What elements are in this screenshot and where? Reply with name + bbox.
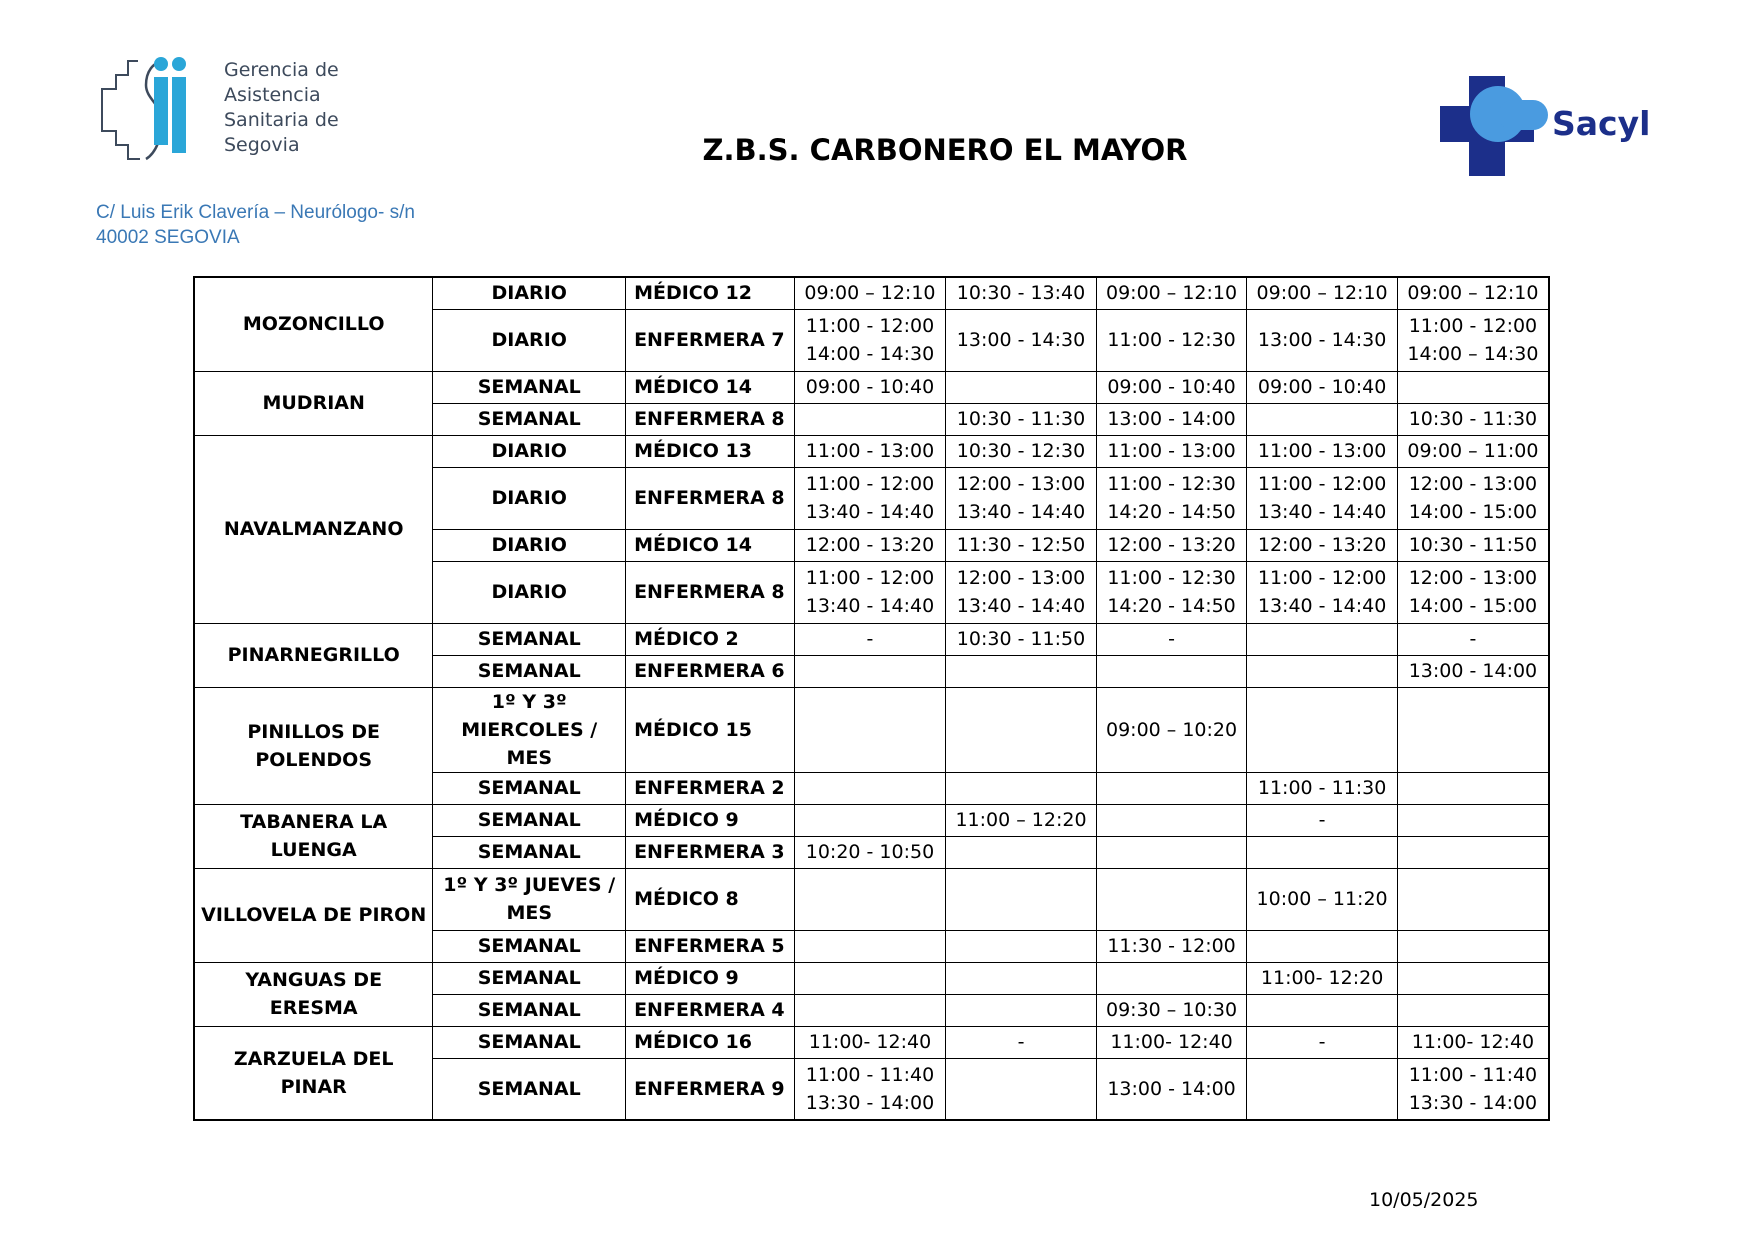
time-slot-cell: 12:00 - 13:20 [1096, 529, 1247, 561]
time-slot-cell: 11:00- 12:40 [1096, 1026, 1247, 1058]
time-slot-cell: 10:30 - 11:30 [1397, 403, 1549, 435]
time-slot-cell: 13:00 - 14:30 [946, 309, 1097, 371]
time-slot-cell: 11:00 - 12:00 13:40 - 14:40 [794, 561, 946, 623]
staff-cell: ENFERMERA 3 [626, 836, 795, 868]
frequency-cell: DIARIO [433, 467, 626, 529]
time-slot-cell [1397, 994, 1549, 1026]
time-slot-cell: 11:00- 12:40 [794, 1026, 946, 1058]
time-slot-cell: 11:00 - 12:30 14:20 - 14:50 [1096, 467, 1247, 529]
staff-cell: MÉDICO 9 [626, 804, 795, 836]
time-slot-cell [946, 655, 1097, 687]
time-slot-cell: 12:00 - 13:20 [1247, 529, 1398, 561]
staff-cell: ENFERMERA 9 [626, 1058, 795, 1120]
gerencia-name [224, 58, 339, 158]
time-slot-cell [1096, 962, 1247, 994]
time-slot-cell: 09:00 - 10:40 [1247, 371, 1398, 403]
town-cell: TABANERA LA LUENGA [194, 804, 433, 868]
time-slot-cell: 10:20 - 10:50 [794, 836, 946, 868]
table-row [194, 623, 1549, 655]
staff-cell: MÉDICO 9 [626, 962, 795, 994]
time-slot-cell: 12:00 - 13:20 [794, 529, 946, 561]
time-slot-cell: 09:00 – 12:10 [1247, 277, 1398, 309]
time-slot-cell [1096, 804, 1247, 836]
time-slot-cell [1247, 836, 1398, 868]
frequency-cell: DIARIO [433, 277, 626, 309]
table-row [194, 1026, 1549, 1058]
staff-cell: ENFERMERA 4 [626, 994, 795, 1026]
sacyl-logo [1440, 76, 1650, 181]
time-slot-cell [946, 836, 1097, 868]
schedule-table [193, 276, 1550, 1121]
time-slot-cell [1247, 655, 1398, 687]
time-slot-cell [1397, 930, 1549, 962]
table-row [194, 687, 1549, 772]
time-slot-cell [1096, 772, 1247, 804]
time-slot-cell: 12:00 - 13:00 14:00 - 15:00 [1397, 467, 1549, 529]
time-slot-cell: 09:00 – 12:10 [1096, 277, 1247, 309]
org-line: Segovia [224, 134, 300, 156]
org-line: Sanitaria de [224, 109, 339, 131]
time-slot-cell [946, 371, 1097, 403]
time-slot-cell [946, 868, 1097, 930]
table-row [194, 868, 1549, 930]
staff-cell: MÉDICO 15 [626, 687, 795, 772]
time-slot-cell [1247, 623, 1398, 655]
time-slot-cell [1397, 836, 1549, 868]
time-slot-cell: 11:00 - 12:30 [1096, 309, 1247, 371]
staff-cell: MÉDICO 14 [626, 529, 795, 561]
time-slot-cell: 09:00 - 10:40 [794, 371, 946, 403]
time-slot-cell [946, 994, 1097, 1026]
staff-cell: ENFERMERA 5 [626, 930, 795, 962]
address-street: C/ Luis Erik Clavería – Neurólogo- s/n [96, 202, 415, 223]
time-slot-cell: 11:00 - 12:00 14:00 - 14:30 [794, 309, 946, 371]
time-slot-cell: 12:00 - 13:00 13:40 - 14:40 [946, 561, 1097, 623]
town-cell: PINARNEGRILLO [194, 623, 433, 687]
frequency-cell: DIARIO [433, 529, 626, 561]
time-slot-cell: 09:00 - 10:40 [1096, 371, 1247, 403]
time-slot-cell: 11:00 - 13:00 [1247, 435, 1398, 467]
time-slot-cell: 11:00 - 12:00 14:00 – 14:30 [1397, 309, 1549, 371]
frequency-cell: DIARIO [433, 561, 626, 623]
time-slot-cell: - [794, 623, 946, 655]
time-slot-cell [1247, 1058, 1398, 1120]
time-slot-cell: 13:00 - 14:00 [1397, 655, 1549, 687]
staff-cell: ENFERMERA 8 [626, 467, 795, 529]
time-slot-cell [1247, 403, 1398, 435]
time-slot-cell: 10:30 - 12:30 [946, 435, 1097, 467]
staff-cell: ENFERMERA 2 [626, 772, 795, 804]
time-slot-cell: 11:00 - 12:00 13:40 - 14:40 [1247, 561, 1398, 623]
time-slot-cell [794, 868, 946, 930]
time-slot-cell: - [1397, 623, 1549, 655]
town-cell: MUDRIAN [194, 371, 433, 435]
time-slot-cell: 11:30 - 12:00 [1096, 930, 1247, 962]
org-line: Gerencia de [224, 59, 339, 81]
document-date: 10/05/2025 [1369, 1189, 1479, 1211]
time-slot-cell: 13:00 - 14:00 [1096, 1058, 1247, 1120]
time-slot-cell [1247, 687, 1398, 772]
time-slot-cell: - [1096, 623, 1247, 655]
staff-cell: ENFERMERA 8 [626, 561, 795, 623]
town-cell: NAVALMANZANO [194, 435, 433, 623]
frequency-cell: SEMANAL [433, 403, 626, 435]
frequency-cell: SEMANAL [433, 1058, 626, 1120]
time-slot-cell [794, 962, 946, 994]
staff-cell: MÉDICO 14 [626, 371, 795, 403]
time-slot-cell [946, 962, 1097, 994]
time-slot-cell: 11:00 – 12:20 [946, 804, 1097, 836]
table-row [194, 962, 1549, 994]
time-slot-cell: - [1247, 804, 1398, 836]
time-slot-cell [794, 655, 946, 687]
time-slot-cell [794, 687, 946, 772]
time-slot-cell [946, 772, 1097, 804]
staff-cell: MÉDICO 16 [626, 1026, 795, 1058]
gerencia-emblem-icon [100, 55, 224, 165]
gerencia-logo [100, 55, 360, 170]
time-slot-cell [1397, 804, 1549, 836]
time-slot-cell [794, 930, 946, 962]
frequency-cell: DIARIO [433, 435, 626, 467]
time-slot-cell: 11:00- 12:20 [1247, 962, 1398, 994]
time-slot-cell: 13:00 - 14:30 [1247, 309, 1398, 371]
town-cell: PINILLOS DE POLENDOS [194, 687, 433, 804]
table-row [194, 435, 1549, 467]
time-slot-cell: 11:00 - 11:30 [1247, 772, 1398, 804]
time-slot-cell: 13:00 - 14:00 [1096, 403, 1247, 435]
staff-cell: ENFERMERA 6 [626, 655, 795, 687]
time-slot-cell: 11:30 - 12:50 [946, 529, 1097, 561]
time-slot-cell [794, 994, 946, 1026]
time-slot-cell: 10:00 – 11:20 [1247, 868, 1398, 930]
time-slot-cell [1096, 836, 1247, 868]
staff-cell: MÉDICO 12 [626, 277, 795, 309]
time-slot-cell: - [1247, 1026, 1398, 1058]
time-slot-cell: 10:30 - 11:50 [946, 623, 1097, 655]
time-slot-cell: 09:30 – 10:30 [1096, 994, 1247, 1026]
time-slot-cell: 11:00 - 12:00 13:40 - 14:40 [1247, 467, 1398, 529]
time-slot-cell [794, 403, 946, 435]
time-slot-cell: 11:00 - 13:00 [1096, 435, 1247, 467]
staff-cell: ENFERMERA 8 [626, 403, 795, 435]
time-slot-cell: 10:30 - 11:30 [946, 403, 1097, 435]
time-slot-cell [794, 804, 946, 836]
table-row [194, 277, 1549, 309]
time-slot-cell [1397, 371, 1549, 403]
sacyl-brand: Sacyl [1552, 104, 1651, 143]
frequency-cell: SEMANAL [433, 962, 626, 994]
time-slot-cell [1247, 994, 1398, 1026]
frequency-cell: SEMANAL [433, 1026, 626, 1058]
frequency-cell: SEMANAL [433, 804, 626, 836]
page-title: Z.B.S. CARBONERO EL MAYOR [702, 133, 1188, 167]
town-cell: ZARZUELA DEL PINAR [194, 1026, 433, 1120]
time-slot-cell: 11:00 - 12:30 14:20 - 14:50 [1096, 561, 1247, 623]
time-slot-cell [946, 1058, 1097, 1120]
time-slot-cell [1397, 687, 1549, 772]
time-slot-cell: 09:00 – 12:10 [794, 277, 946, 309]
address [96, 200, 415, 250]
time-slot-cell [946, 930, 1097, 962]
staff-cell: ENFERMERA 7 [626, 309, 795, 371]
table-row [194, 371, 1549, 403]
town-cell: VILLOVELA DE PIRON [194, 868, 433, 962]
frequency-cell: SEMANAL [433, 836, 626, 868]
time-slot-cell: 09:00 – 10:20 [1096, 687, 1247, 772]
time-slot-cell: 11:00 - 11:40 13:30 - 14:00 [794, 1058, 946, 1120]
time-slot-cell [1397, 962, 1549, 994]
time-slot-cell: 12:00 - 13:00 13:40 - 14:40 [946, 467, 1097, 529]
time-slot-cell: 10:30 - 11:50 [1397, 529, 1549, 561]
frequency-cell: DIARIO [433, 309, 626, 371]
time-slot-cell: 11:00- 12:40 [1397, 1026, 1549, 1058]
frequency-cell: SEMANAL [433, 994, 626, 1026]
frequency-cell: SEMANAL [433, 655, 626, 687]
frequency-cell: SEMANAL [433, 371, 626, 403]
town-cell: YANGUAS DE ERESMA [194, 962, 433, 1026]
frequency-cell: SEMANAL [433, 930, 626, 962]
staff-cell: MÉDICO 2 [626, 623, 795, 655]
time-slot-cell [1397, 772, 1549, 804]
time-slot-cell: 10:30 - 13:40 [946, 277, 1097, 309]
time-slot-cell: 11:00 - 13:00 [794, 435, 946, 467]
staff-cell: MÉDICO 13 [626, 435, 795, 467]
time-slot-cell [946, 687, 1097, 772]
frequency-cell: SEMANAL [433, 623, 626, 655]
time-slot-cell: 12:00 - 13:00 14:00 - 15:00 [1397, 561, 1549, 623]
staff-cell: MÉDICO 8 [626, 868, 795, 930]
time-slot-cell [1096, 868, 1247, 930]
time-slot-cell: - [946, 1026, 1097, 1058]
sacyl-cross-icon [1440, 76, 1550, 181]
time-slot-cell: 09:00 – 12:10 [1397, 277, 1549, 309]
time-slot-cell: 11:00 - 11:40 13:30 - 14:00 [1397, 1058, 1549, 1120]
town-cell: MOZONCILLO [194, 277, 433, 371]
time-slot-cell [1247, 930, 1398, 962]
frequency-cell: 1º Y 3º MIERCOLES / MES [433, 687, 626, 772]
table-row [194, 804, 1549, 836]
org-line: Asistencia [224, 84, 321, 106]
time-slot-cell [794, 772, 946, 804]
time-slot-cell [1397, 868, 1549, 930]
time-slot-cell [1096, 655, 1247, 687]
time-slot-cell: 11:00 - 12:00 13:40 - 14:40 [794, 467, 946, 529]
frequency-cell: 1º Y 3º JUEVES / MES [433, 868, 626, 930]
frequency-cell: SEMANAL [433, 772, 626, 804]
address-city: 40002 SEGOVIA [96, 227, 240, 248]
time-slot-cell: 09:00 – 11:00 [1397, 435, 1549, 467]
